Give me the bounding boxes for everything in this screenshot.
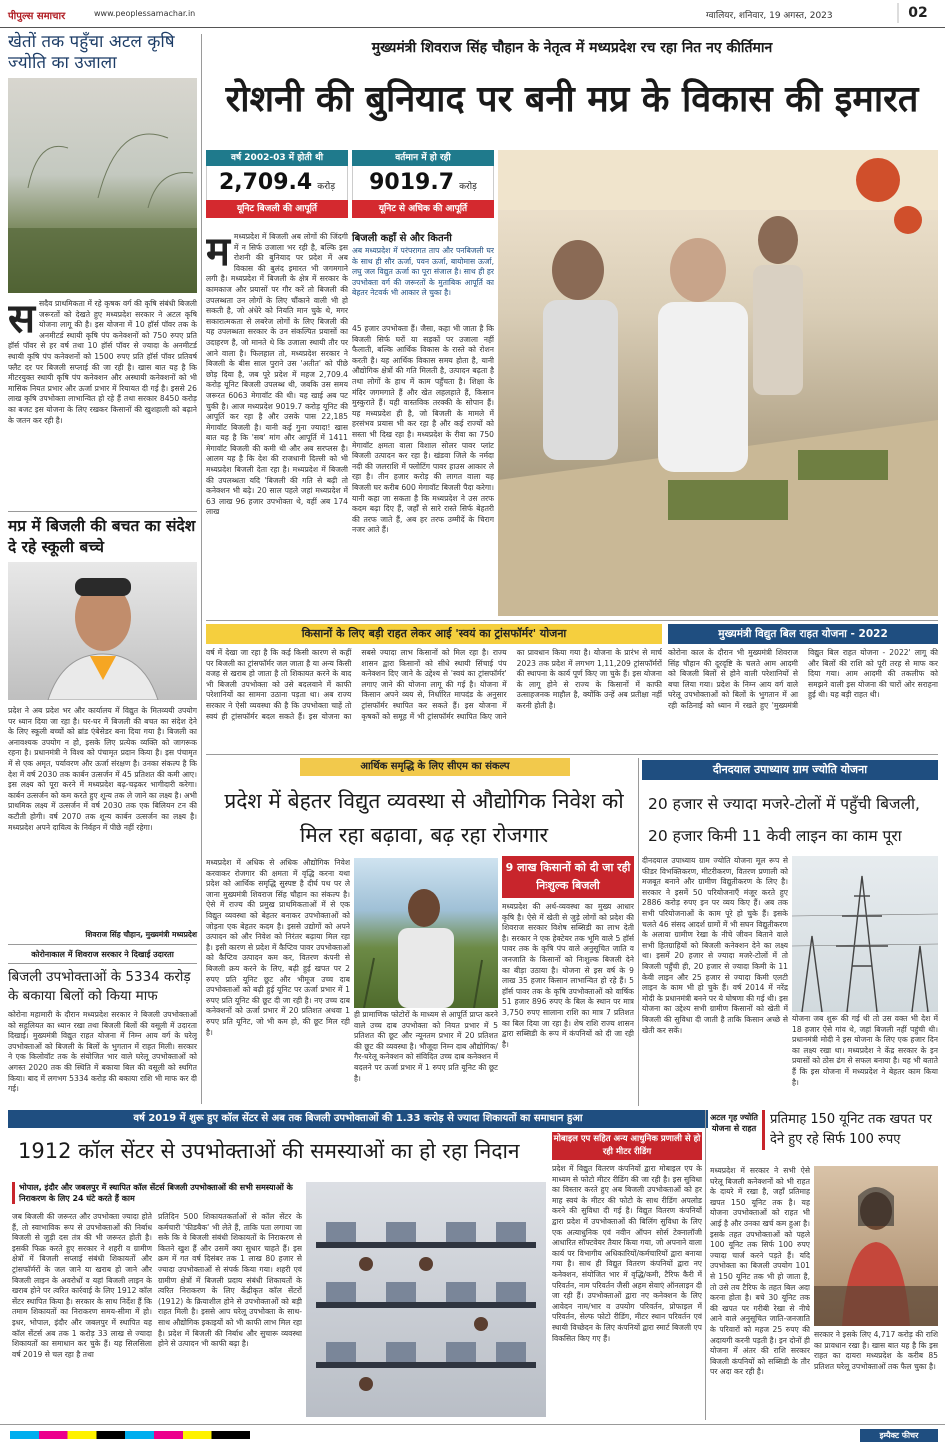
stat-then-unit: करोड़ xyxy=(317,182,336,192)
story-covid-kicker: कोरोनाकाल में शिवराज सरकार ने दिखाई उदारता xyxy=(8,949,197,964)
story-school-caption: शिवराज सिंह चौहान, मुख्यमंत्री मध्यप्रदेश xyxy=(85,930,197,939)
dateline: ग्वालियर, शनिवार, 19 अगस्त, 2023 xyxy=(706,11,833,21)
main-headline: रोशनी की बुनियाद पर बनी मप्र के विकास की इमारत xyxy=(225,79,919,120)
atal-headline: प्रतिमाह 150 यूनिट तक खपत पर देने हुए रहे सिर्फ 100 रुपए xyxy=(762,1110,940,1150)
relief-body: कोरोना काल के दौरान भी मुख्यमंत्री शिवराज सिंह चौहान की दूरदृष्टि के चलते आम आदमी को बिजली बिलों से होने वाली परेशानियों से बचा लिया गया। प्रदेश के निम्न आय वर्ग वाले घरेलू उपभोक्ताओं को बिलों के भुगतान में आ रही कठिनाई को ध्यान में रखते हुए 'मुख्यमंत्री विद्युत बिल राहत योजना - 2022' लागू की और बिलों की राशि को पूरी तरह से माफ कर दिया गया। आम आदमी की तकलीफ को समझने वाली इस योजना की चारों ओर सराहना हुई थी। यह बड़ी राहत थी। xyxy=(668,648,938,710)
call-center-photo xyxy=(306,1182,546,1417)
woman-tailor-photo xyxy=(814,1166,938,1326)
stat-box-then xyxy=(206,150,348,226)
mobile-app-body: प्रदेश में विद्युत वितरण कंपनियों द्वारा मोबाइल एप के माध्यम से फोटो मीटर रीडिंग की जा रही है। इस सुविधा का विस्तार करते हुए अब बिजली उपभोक्ताओं को हर माह स्वयं के मीटर की फोटो के साथ रीडिंग अपलोड करने की सुविधा दी गई है। विद्युत वितरण कंपनियों द्वारा प्रदेश में उपभोक्ताओं की बिलिंग सुविधा के लिए एक अत्याधुनिक एवं नवीन ऑपन सोर्स टेक्नालॉजी आधारित सॉफ्टवेयर तैयार किया गया, जो अपनाने वाला कार्य पर विभागीय अधिकारियों/कर्मचारियों द्वारा बनाया गया है। साथ ही विद्युत वितरण कंपनियों द्वारा नए कनेक्शन, संयोजित भार में वृद्धि/कमी, टैरिफ कैरी में परिवर्तन, नाम परिवर्तन जैसी अहम सेवाएं ऑनलाइन दी जा रही हैं। उपभोक्ताओं द्वारा नए कनेक्शन के लिए आवेदन नाम/भार व उपयोग परिवर्तन, प्रोफाइल में परिवर्तन, सेल्फ फोटो रीडिंग, मीटर स्थान परिवर्तन एवं स्थायी विच्छेदन के लिए कंपनियों द्वारा स्मार्ट बिजली एप विकसित किए गए हैं। xyxy=(552,1164,702,1343)
story-atal-headline: खेतों तक पहुँचा अटल कृषि ज्योति का उजाला xyxy=(8,32,175,73)
color-bar xyxy=(10,1431,250,1439)
relief-headline: मुख्यमंत्री विद्युत बिल राहत योजना - 2022 xyxy=(668,624,938,644)
dy-subheadline: 20 हजार से ज्यादा मजरे-टोलों में पहुँची बिजली, 20 हजार किमी 11 केवी लाइन का काम पूरा xyxy=(648,795,920,845)
transformer-body: वर्ष में देखा जा रहा है कि कई किसी कारण से कहीं पर बिजली का ट्रांसफॉर्मर जल जाता है या अन्य किसी वजह से खराब हो जाता है तो शिकायत करने के बाद भी बिजली उपभोक्ता को उसे बदलवाने में काफी परेशानियों का सामना उठाना पड़ता था। अब राज्य सरकार ने ऐसी व्यवस्था की है कि उपभोक्ता चाहें तो स्वयं ही ट्रांसफॉर्मर बदल सकते हैं। इस योजना का सबसे ज्यादा लाभ किसानों को मिल रहा है। राज्य शासन द्वारा किसानों को सीधे स्थायी सिंचाई पंप कनेक्शन दिए जाने के उद्देश्य से 'स्वयं का ट्रांसफॉर्मर' लगाए जाने की योजना लागू की गई है। योजना में किसान अपने व्यय से, निर्धारित मापदंड के अनुसार ट्रांसफॉर्मर स्थापित कर सकते हैं। इस योजना में कृषकों को समूह में भी ट्रांसफॉर्मर स्थापित किए जाने का प्रावधान किया गया है। योजना के प्रारंभ से मार्च 2023 तक प्रदेश में लगभग 1,11,209 ट्रांसफॉर्मरों की स्थापना के कार्य पूर्ण किए जा चुके हैं। इस योजना के लागू होने से राज्य के किसानों में काफी उत्साहजनक माहौल है, क्योंकि उन्हें अब प्रतीक्षा नहीं करनी होती है। xyxy=(206,648,662,721)
stat-then-caption: यूनिट बिजली की आपूर्ति xyxy=(206,200,348,218)
where-headline: बिजली कहाँ से और कितनी xyxy=(352,233,452,244)
dropcap-sa: स xyxy=(8,299,36,342)
main-body-left: ममध्यप्रदेश में बिजली अब लोगों की जिंदगी में न सिर्फ उजाला भर रही है, बल्कि इस रोशनी की बुनियाद पर प्रदेश में अब विकास की बुलंद इमारत भी जगमगाने लगी है। मध्यप्रदेश में बिजली के क्षेत्र में सरकार के कामकाज और प्रयासों पर गौर करें तो बिजली की उपलब्धता उन लोगों के लिए चौंकाने वाली भी हो सकती है, जो अंधेरे को नियति मान चुके थे, मगर सकारात्मकता से लबरेज लोगों के लिए बिजली की यह उपलब्धता सरकार के उन संकल्पित प्रयासों का उदाहरण है, जो मानते थे कि उजाला स्थायी तौर पर आने वाला है। फिलहाल तो, मध्यप्रदेश सरकार ने बिजली के बीस साल पुराने उस 'अतीत' को पीछे छोड़ दिया है, जब पूरे प्रदेश में महज 2,709.4 करोड़ यूनिट बिजली उपलब्ध थी, जबकि उस समय जरूरत 6063 मेगावॉट की थी। यह खाई अब पट चुकी है। आज मध्यप्रदेश 9019.7 करोड़ यूनिट की आपूर्ति कर रहा है और उसके पास 22,185 मेगावॉट बिजली है। यानी कई गुना ज्यादा! खास बात यह है कि 'सब' मांग और आपूर्ति में 1411 मेगावॉट बिजली की कमी थी और अब सरप्लस है। आलम यह है कि देश की राजधानी दिल्ली को भी मध्यप्रदेश बिजली देता रहा है। मध्यप्रदेश में बिजली की उपलब्धता यदि 'बिजली की गति से बढ़ी तो कनेक्शन भी बढ़े। 20 साल पहले जहां मध्यप्रदेश में 63 लाख 96 हजार उपभोक्ता थे, वहीं अब 174 लाख xyxy=(206,232,348,517)
footer-tag: इम्पैक्ट फीचर xyxy=(860,1429,938,1442)
main-body-right: 45 हजार उपभोक्ता हैं। जैसा, कहा भी जाता है कि बिजली सिर्फ घरों या सड़कों पर उजाला नहीं फैलाती, बल्कि आर्थिक विकास के रास्ते को रोशन करती है। यह आर्थिक विकास समय होता है, यानी औद्योगिक क्षेत्रों की गति मिलती है, उत्पादन बढ़ता है तथा लोगों के हाथ में काम पहुँचता है। शिक्षा के मंदिर जगमगाते हैं और खेत लहलहाते हैं, किसान मुस्कुराते हैं। यही वास्तविक तरक्की के सोपान हैं। यह मध्यप्रदेश ही है, जो बिजली के मामले में हरसंभव प्रयास भी कर रहा है और कई राज्यों को सस्ता भी दिख रहा है। मध्यप्रदेश के रीवा का 750 मेगावॉट क्षमता वाला विशाल सोलर पावर प्लांट बिजली उत्पादन कर रहा है। खंडवा जिले के नर्मदा नदी की जलराशि में फ्लोटिंग पावर हाउस आकार ले रहा है। तीन हजार करोड़ की लागत वाला यह बिजली घर करीब 600 मेगावॉट बिजली पैदा करेगा। यानी कहा जा सकता है कि मध्यप्रदेश ने उस तरफ कदम बढ़ा दिए हैं, जहाँ से सारे रास्ते सिर्फ बेहतरी की तरफ जाते हैं, अब हर तरफ उम्मीदें के चिराग नजर आते हैं। xyxy=(352,324,494,535)
atal-body: मध्यप्रदेश में सरकार ने सभी ऐसे घरेलू बिजली कनेक्शनों को भी राहत के दायरे में रखा है, जहाँ प्रतिमाह खपत 150 यूनिट तक है। यह योजना उपभोक्ताओं को राहत भी आई है और उनका खर्च कम हुआ है। इसके तहत उपभोक्ताओं को पहले 100 यूनिट तक सिर्फ 100 रुपए ज्यादा चार्ज करने पड़ते हैं। यदि उपभोक्ता का बिजली उपयोग 101 से 150 यूनिट तक भी हो जाता है, तो उसे तय टैरिफ के तहत बिल अदा करना होता है। बचे 30 यूनिट तक की खपत पर गरीबी रेखा से नीचे आने वाले अनुसूचित जाति-जनजाति के परिवारों को महज 25 रुपए की अदायगी करनी पड़ती है। इन दोनों ही योजना में अंतर की राशि सरकार बिजली कंपनियों को सब्सिडी के तौर पर अदा कर रही है। xyxy=(710,1166,810,1377)
mobile-app-headline: मोबाइल एप सहित अन्य आधुनिक प्रणाली से हो रही मीटर रीडिंग xyxy=(552,1132,702,1160)
call-center-body-1: जब बिजली की जरूरत और उपभोक्ता ज्यादा होते हैं, तो स्वाभाविक रूप से उपभोक्ताओं की निर्बाध बिजली से जुड़ी दस तंत्र की भी जरूरत होती है। इसकी फिक्र करते हुए सरकार ने शहरी व ग्रामीण क्षेत्रों में बिजली सप्लाई संबंधी शिकायतों और ट्रांसफॉर्मरों के जल जाने या खराब हो जाने और बिजली लाइन के अवरोधों व यहां बिजली लाइन के खराब होने पर त्वरित कार्रवाई के लिए 1912 कॉल सेंटर स्थापित किया है। सरकार के साथ निर्देश हैं कि तमाम शिकायतों का निराकरण समय-सीमा में हो। इधर, भोपाल, इंदौर और जबलपुर में स्थापित यह कॉल सेंटर्स अब तक 1 करोड़ 33 लाख से ज्यादा शिकायतों का समाधान कर चुके हैं। यह सिलसिला वर्ष 2019 से चल रहा है तथा xyxy=(12,1212,152,1359)
stat-box-now xyxy=(352,150,494,226)
atal-photo-caption: सरकार ने इसके लिए 4,717 करोड़ की राशि का प्रावधान रखा है। खास बात यह है कि इस राहत का दायरा मध्यप्रदेश के करीब 85 प्रतिशत घरेलू उपभोक्ताओं तक फैल चुका है। xyxy=(814,1330,938,1371)
stat-now-value: 9019.7 xyxy=(369,170,455,195)
stat-then-value: 2,709.4 xyxy=(218,170,313,195)
industry-headline: प्रदेश में बेहतर विद्युत व्यवस्था से औद्योगिक निवेश को मिल रहा बढ़ावा, बढ़ रहा रोजगार xyxy=(224,789,624,847)
stat-now-unit: करोड़ xyxy=(459,182,477,192)
industry-kicker: आर्थिक समृद्धि के लिए सीएम का संकल्प xyxy=(300,758,570,776)
farmers-body: मध्यप्रदेश की अर्थ-व्यवस्था का मुख्य आधार कृषि है। ऐसे में खेती से जुड़े लोगों को प्रदेश की शिवराज सरकार विशेष सब्सिडी का लाभ देती है। सरकार ने एक हेक्टेयर तक भूमि वाले 5 हॉर्स पावर तक के कृषि पंप वाले अनुसूचित जाति व जनजाति के किसानों को निःशुल्क बिजली देने का बीड़ा उठाया है। योजना से इस वर्ष के 9 लाख 35 हजार किसान लाभान्वित हो रहे हैं। 5 हॉर्स पावर तक के कृषि उपभोक्ताओं को वार्षिक 51 हजार 896 रुपए के बिल के स्थान पर मात्र 3,750 रुपए सालाना राशि का मात्र 7 प्रतिशत का बिल दिया जा रहा है। शेष राशि राज्य शासन द्वारा सब्सिडी के रूप में कंपनियों को दी जा रही है। xyxy=(502,902,634,1049)
power-tower-photo xyxy=(792,856,938,1012)
stat-then-label: वर्ष 2002-03 में होती थी xyxy=(206,150,348,166)
farmer-photo xyxy=(354,858,498,1008)
story-atal-body: सदैव प्राथमिकता में रहे कृषक वर्ग की कृषि संबंधी बिजली जरूरतों को देखते हुए मध्यप्रदेश सरकार ने अटल कृषि योजना लागू की है। इस योजना में 10 हॉर्स पॉवर तक के अनमीटर्ड स्थायी कृषि पंप कनेक्शनों को 750 रुपए प्रति हॉर्स पॉवर से हर वर्ष तथा 10 हॉर्स पॉवर से ज्यादा के अनमीटर्ड स्थायी कृषि पंप कनेक्शनों को 1500 रुपए प्रति हॉर्स पॉवर प्रतिवर्ष फ्लैट दर पर बिजली सप्लाई की जा रही है। खास बात यह है कि मीटरयुक्त स्थायी कृषि पंप कनेक्शन और अस्थायी कनेक्शनों को भी मासिक नियत प्रभार और ऊर्जा प्रभार में रियायत दी गई है। इससे 26 लाख कृषि उपभोक्ता लाभान्वित हो रहे हैं तथा सरकार 8450 करोड़ का बजट इस योजना के लिए रखकर किसानों की खुशहाली को बढ़ाने के जतन कर रही है। xyxy=(8,299,197,425)
call-center-body-2: प्रतिदिन 500 शिकायतकर्ताओं से कॉल सेंटर के कर्मचारी 'फीडबैक' भी लेते हैं, ताकि पता लगाया जा सके कि वे बिजली संबंधी शिकायतों के निराकरण से कितने खुश हैं और उसमें क्या सुधार चाहते हैं। इस क्रम में गत वर्ष दिसंबर तक 1 लाख 80 हजार से ज्यादा उपभोक्ताओं से संपर्क किया गया। शहरी एवं ग्रामीण क्षेत्रों में बिजली प्रदाय संबंधी शिकायतों के त्वरित निराकरण के लिए केंद्रीकृत कॉल सेंटरों (1912) के क्रियाशील होने से उपभोक्ताओं को बड़ी राहत मिली है। इससे आप घरेलू उपभोक्ता के साथ-साथ औद्योगिक इकाइयों को भी काफी लाभ मिल रहा है। प्रदेश में बिजली की निर्बाध और सुचारू व्यवस्था होने से उत्पादन भी काफी बढ़ा है। xyxy=(158,1212,302,1349)
page-number: 02 xyxy=(897,3,937,23)
call-center-band: वर्ष 2019 में शुरू हुए कॉल सेंटर से अब तक बिजली उपभोक्ताओं की 1.33 करोड़ से ज्यादा शिकायतों का समाधान हुआ xyxy=(8,1110,708,1128)
dy-body: दीनदयाल उपाध्याय ग्राम ज्योति योजना मूल रूप से फीडर विभक्तिकरण, मीटरीकरण, वितरण प्रणाली को मजबूत बनाने और ग्रामीण विद्युतीकरण के लिए है। सरकार ने इसमें 50 परियोजनाएँ मंजूर करते हुए 2886 करोड़ रुपए इन पर व्यय किए हैं। अब तक सभी परियोजनाओं के काम पूरे हो चुके हैं। इसके चलते 46 संसद आदर्श ग्रामों में भी सघन विद्युतीकरण के अलावा ग्रामीण रेखा के नीचे जीवन बिताने वाले सभी हितग्राहियों को बिजली कनेक्शन देने का लक्ष्य था। इसमें 20 हजार से ज्यादा मजरे-टोलों में तो बिजली पहुँची ही, 20 हजार से ज्यादा किमी के 11 केवी लाइन और 25 हजार से ज्यादा किमी एलटी लाइन के काम भी हो चुके हैं। वर्ष 2014 में नरेंद्र मोदी के प्रधानमंत्री बनने पर ये घोषणा की गई थी। इस योजना का उद्देश्य सभी ग्रामीण किसानों को खेती में बिजली की सुविधा दी जाती है ताकि किसान अच्छे से खेती कर सकें। xyxy=(642,856,788,1035)
farmers-headline: 9 लाख किसानों को दी जा रही निःशुल्क बिजली xyxy=(502,856,634,898)
cm-portrait-photo xyxy=(8,562,197,700)
footer-strip xyxy=(0,1424,945,1445)
irrigation-photo xyxy=(8,78,197,293)
left-column xyxy=(8,32,197,1107)
transformer-headline: किसानों के लिए बड़ी राहत लेकर आई 'स्वयं का ट्रांसफॉर्मर' योजना xyxy=(206,624,662,644)
call-center-subhead: भोपाल, इंदौर और जबलपुर में स्थापित कॉल सेंटर्स बिजली उपभोक्ताओं की सभी समस्याओं के निराकरण के लिए 24 घंटे करते हैं काम xyxy=(12,1182,302,1204)
where-body: अब मध्यप्रदेश में परंपरागत ताप और पनबिजली घर के साथ ही सौर ऊर्जा, पवन ऊर्जा, बायोमास ऊर्जा, लघु जल विद्युत ऊर्जा का पूरा संजाल है। साथ ही हर उपभोक्ता वर्ग की जरूरतों के मुताबिक आपूर्ति का बेहतर नेटवर्क भी आकार ले चुका है। xyxy=(352,246,494,298)
story-school-body: प्रदेश ने अब प्रदेश भर और कार्यालय में विद्युत के मितव्ययी उपयोग पर ध्यान दिया जा रहा है। घर-घर में बिजली की बचत का संदेश देने के लिए स्कूली बच्चों को ब्रांड एंबेसेडर बना दिया गया है। बिजली का अनावश्यक उपयोग न हो, इसके लिए प्रत्येक व्यक्ति को जागरूक रहना है। प्रधानमंत्री ने विश्व को पंचामृत प्रदान किया है। इस पंचामृत में से एक अमृत, पर्यावरण और ऊर्जा संरक्षण है। उनका संकल्प है कि देश में वर्ष 2030 तक कार्बन उत्सर्जन में 45 प्रतिशत की कमी आए। इस लक्ष्य को पूरा करने में मध्यप्रदेश बढ़-चढ़कर भागीदारी करेगा। कार्बन उत्सर्जन को कम करते हुए शून्य तक ले जाने का लक्ष्य है। अभी प्राथमिक लक्ष्य में उत्सर्जन में वर्ष 2030 तक एक बिलियन टन की कटौती होगी। वर्ष 2070 तक शून्य कार्बन उत्सर्जन का लक्ष्य है। मध्यप्रदेश अपने दायित्व के निर्वहन में पीछे नहीं रहेगा। xyxy=(8,706,197,832)
story-school-headline: मप्र में बिजली की बचत का संदेश दे रहे स्कूली बच्चे xyxy=(8,517,196,556)
stat-now-caption: यूनिट से अधिक की आपूर्ति xyxy=(352,200,494,218)
site-url: www.peoplessamachar.in xyxy=(94,9,196,18)
story-covid-body: कोरोना महामारी के दौरान मध्यप्रदेश सरकार ने बिजली उपभोक्ताओं को सहूलियत का ध्यान रखा तथा बिजली बिलों की वसूली में उदारता दिखाई। मुख्यमंत्री विद्युत राहत योजना में निम्न आय वर्ग के घरेलू उपभोक्ताओं को बिजली के बिलों के भुगतान में राहत मिली। सरकार ने एक किलोवॉट तक के संयोजित भार वाले घरेलू उपभोक्ताओं को अगस्त 2020 तक की स्थिति में बकाया बिल की वसूली को स्थगित किया। बाद में लगभग 5334 करोड़ की बकाया राशि भी माफ कर दी गई। xyxy=(8,1010,197,1094)
stat-now-label: वर्तमान में हो रही xyxy=(352,150,494,166)
atal-label: अटल गृह ज्योति योजना से राहत xyxy=(710,1113,758,1133)
masthead xyxy=(0,0,945,28)
where-box xyxy=(352,230,494,318)
industry-body: मध्यप्रदेश में अधिक से अधिक औद्योगिक निवेश करवाकर रोजगार की क्षमता में वृद्धि करना यथा प्रदेश को आर्थिक समृद्धि सुस्पष्ट है दीर्घ पथ पर ले जाना मुख्यमंत्री शिवराज सिंह चौहान का संकल्प है। ऐसे में राज्य की प्रमुख प्राथमिकताओं में से एक विद्युत व्यवस्था को बेहतर बनाकर उपभोक्ताओं को जोड़ना एक बेहतर कदम है। इससे उद्योगों को अपने उत्पादन को और निवेश को निरंतर बढ़ाया मिल रहा है। इसी कारण से प्रदेश में कैप्टिव पावर उपभोक्ताओं को कैप्टिव उत्पादन कम कर, वितरण कंपनी से बिजली क्रय करने के लिए, बढ़ी हुई खपत पर 2 रुपए प्रति यूनिट छूट और भीमूज उच्च दाब उपभोक्ताओं को बढ़ी हुई यूनिट पर ऊर्जा प्रभार में 1 रुपए प्रति यूनिट की छूट दी जा रही है। नए उच्च दाब कनेक्शनों को ऊर्जा प्रभार में 20 प्रतिशत अथवा 1 रुपए प्रति यूनिट, जो भी कम हो, की छूट मिल रही है। xyxy=(206,858,350,1037)
dy-photo-caption: योजना जब शुरू की गई थी तो उस वक्त भी देश में 18 हजार ऐसे गांव थे, जहां बिजली नहीं पहुंची थी। प्रधानमंत्री मोदी ने इस योजना के लिए एक हजार दिन का लक्ष्य रखा था। मध्यप्रदेश ने केंद्र सरकार के इन प्रयासों को ठोस ढंग से सफल बनाया है। यह भी बताते हैं कि इस योजना में मध्यप्रदेश ने बेहतर काम किया है। xyxy=(792,1014,938,1087)
farmer-photo-caption: ही प्रामाणिक फोटोरों के माध्यम से आपूर्ति प्राप्त करने वाले उच्च दाब उपभोक्ता को नियत प्रभार में 5 प्रतिशत की छूट और न्यूनतम प्रभार में 20 प्रतिशत की छूट की व्यवस्था है। भौजूदा निम्न दाब औद्योगिक/गैर-घरेलू कनेक्शन को संविदित उच्च दाब कनेक्शन में बदलने पर ऊर्जा प्रभार में 1 रुपए प्रति यूनिट की छूट है। xyxy=(354,1010,498,1083)
dy-headline: दीनदयाल उपाध्याय ग्राम ज्योति योजना xyxy=(642,760,938,780)
main-kicker: मुख्यमंत्री शिवराज सिंह चौहान के नेतृत्व में मध्यप्रदेश रच रहा नित नए कीर्तिमान xyxy=(371,40,773,56)
call-center-headline: 1912 कॉल सेंटर से उपभोक्ताओं की समस्याओं का हो रहा निदान xyxy=(18,1139,520,1163)
brand-logo: पीपुल्स समाचार xyxy=(8,11,66,22)
cm-pm-exhibition-photo xyxy=(498,150,938,616)
story-covid-headline: बिजली उपभोक्ताओं के 5334 करोड़ के बकाया बिलों को किया माफ xyxy=(8,969,191,1004)
